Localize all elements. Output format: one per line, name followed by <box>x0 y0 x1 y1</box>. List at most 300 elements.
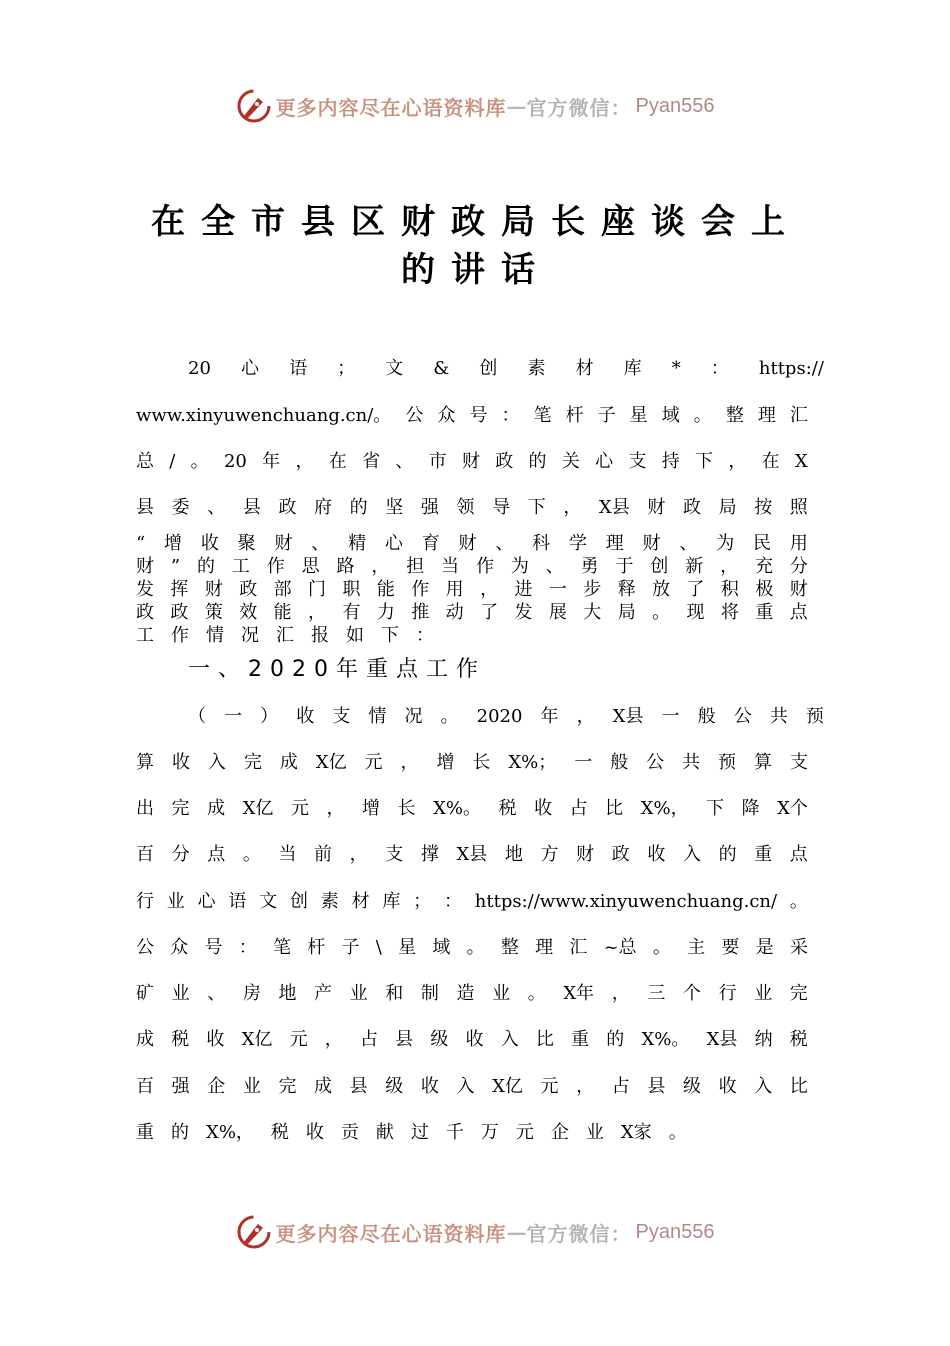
line-token: ， <box>720 556 739 577</box>
line-token: 当 <box>441 556 460 577</box>
line-token: 号 <box>204 937 223 958</box>
line-token: 支 <box>789 752 808 773</box>
paragraph-line <box>136 979 808 1005</box>
line-token: 点 <box>207 844 226 865</box>
line-token: X <box>794 451 808 472</box>
line-token: X%。 <box>641 1029 690 1050</box>
line-token: 下 <box>527 497 546 518</box>
line-token: 一 <box>661 706 680 727</box>
line-token: ） <box>260 706 279 727</box>
line-token: 路 <box>336 556 355 577</box>
line-token: 出 <box>136 798 154 819</box>
line-token: 星 <box>398 937 417 958</box>
line-token: 般 <box>610 752 629 773</box>
line-token: 入 <box>456 1076 475 1097</box>
line-token: 有 <box>342 602 361 623</box>
line-token: 分 <box>171 844 190 865</box>
line-token: 献 <box>375 1122 394 1143</box>
line-token: 号 <box>469 405 488 426</box>
watermark-wechat-label: 官方微信： <box>526 95 632 120</box>
line-token: 增 <box>436 752 455 773</box>
line-token: 库 <box>623 358 642 379</box>
line-token: 房 <box>242 983 261 1004</box>
line-token: 情 <box>368 706 387 727</box>
line-token: 作 <box>266 556 285 577</box>
line-token: 。 <box>190 451 209 472</box>
line-token: 语 <box>289 358 308 379</box>
line-token: 库 <box>382 891 401 912</box>
line-token: 共 <box>682 752 701 773</box>
line-token: 元 <box>515 1122 534 1143</box>
line-token: 子 <box>341 937 360 958</box>
line-token: 省 <box>362 451 381 472</box>
line-token: 的 <box>528 451 547 472</box>
line-token: 百 <box>136 844 154 865</box>
line-token: 新 <box>685 556 704 577</box>
line-token: 策 <box>204 602 223 623</box>
line-token: 般 <box>697 706 716 727</box>
line-token: ： <box>416 625 434 646</box>
line-token: 作 <box>411 579 430 600</box>
line-token: 、 <box>311 533 330 554</box>
line-token: 公 <box>733 706 752 727</box>
line-token: 理 <box>605 533 624 554</box>
line-token: ， <box>295 451 314 472</box>
line-token: 聚 <box>237 533 256 554</box>
line-token: 如 <box>346 625 364 646</box>
line-token: 业 <box>242 1076 261 1097</box>
line-token: 域 <box>432 937 451 958</box>
line-token: ， <box>480 579 499 600</box>
line-token: 为 <box>716 533 735 554</box>
pen-nib-logo-icon <box>236 88 272 124</box>
line-token: 主 <box>687 937 706 958</box>
line-token: 撑 <box>420 844 439 865</box>
line-token: 强 <box>171 1076 190 1097</box>
line-token: ： <box>501 405 520 426</box>
line-token: 收 <box>171 752 190 773</box>
line-token: 三 <box>647 983 666 1004</box>
line-token: 笔 <box>533 405 552 426</box>
line-token: 部 <box>273 579 292 600</box>
line-token: ， <box>308 602 327 623</box>
line-token: 积 <box>720 579 739 600</box>
line-token: 。 <box>652 937 671 958</box>
line-token: 收 <box>200 533 219 554</box>
line-token: X县 <box>612 706 644 727</box>
line-token: 税 <box>270 1122 289 1143</box>
line-token: 。 <box>652 602 671 623</box>
line-token: 财 <box>274 533 293 554</box>
line-token: 语 <box>228 891 247 912</box>
line-token: 比 <box>789 1076 808 1097</box>
line-token: 心 <box>240 358 259 379</box>
line-token: 级 <box>430 1029 449 1050</box>
line-token: X县 <box>706 1029 738 1050</box>
line-token: * <box>671 358 681 379</box>
line-token: ， <box>400 752 419 773</box>
line-token: 整 <box>500 937 519 958</box>
line-token: 收 <box>534 798 553 819</box>
line-token: 创 <box>650 556 669 577</box>
line-token: 心 <box>197 891 216 912</box>
line-token: 照 <box>789 497 808 518</box>
line-token: 在 <box>761 451 780 472</box>
line-token: 、 <box>545 556 564 577</box>
line-token: X县 <box>598 497 630 518</box>
line-token: 县 <box>349 1076 368 1097</box>
line-token: ： <box>710 358 729 379</box>
line-token: 笔 <box>273 937 291 958</box>
line-token: 过 <box>410 1122 429 1143</box>
line-token: 财 <box>789 579 808 600</box>
line-token: 创 <box>289 891 308 912</box>
line-token: 税 <box>789 1029 808 1050</box>
line-token: 级 <box>385 1076 404 1097</box>
watermark-wechat-id: Pyan556 <box>635 1220 715 1243</box>
line-token: 长 <box>397 798 416 819</box>
line-token: 一 <box>224 706 243 727</box>
line-token: 百 <box>136 1076 154 1097</box>
line-token: 于 <box>615 556 634 577</box>
line-token: 。 <box>242 844 261 865</box>
line-token: X%。 <box>433 798 481 819</box>
line-token: 市 <box>428 451 447 472</box>
line-token: 门 <box>308 579 327 600</box>
line-token: www.xinyuwenchuang.cn/。 <box>136 405 392 426</box>
line-token: 子 <box>597 405 616 426</box>
line-token: 。 <box>789 891 808 912</box>
line-token: X亿 <box>241 1029 273 1050</box>
line-token: 步 <box>583 579 602 600</box>
line-token: 了 <box>480 602 499 623</box>
line-token: 力 <box>376 602 395 623</box>
line-token: 、 <box>679 533 698 554</box>
paragraph-line <box>136 840 808 866</box>
watermark-separator: — <box>506 1220 527 1244</box>
line-token: 重 <box>755 602 774 623</box>
line-token: X家 <box>620 1122 652 1143</box>
line-token: X%， <box>206 1122 254 1143</box>
line-token: 精 <box>348 533 367 554</box>
line-token: 现 <box>686 602 705 623</box>
line-token: 政 <box>278 497 297 518</box>
paragraph-line <box>136 447 808 473</box>
line-token: 勇 <box>580 556 599 577</box>
line-token: 收 <box>296 706 315 727</box>
line-token: 一 <box>574 752 593 773</box>
line-token: X县 <box>456 844 488 865</box>
line-token: 发 <box>514 602 533 623</box>
line-token: 业 <box>492 983 511 1004</box>
line-token: 学 <box>568 533 587 554</box>
line-token: 众 <box>437 405 456 426</box>
line-token: 能 <box>273 602 292 623</box>
line-token: 下 <box>695 451 714 472</box>
line-token: 县 <box>242 497 261 518</box>
line-token: 的 <box>196 556 215 577</box>
line-token: 业 <box>754 983 773 1004</box>
line-token: 一 <box>548 579 567 600</box>
line-token: \ <box>375 937 382 958</box>
line-token: 年 <box>262 451 281 472</box>
line-token: 持 <box>661 451 680 472</box>
line-token: ； <box>337 358 356 379</box>
line-token: 县 <box>395 1029 414 1050</box>
line-token: 业 <box>171 983 190 1004</box>
line-token: 工 <box>231 556 250 577</box>
line-token: 作 <box>475 556 494 577</box>
line-token: 领 <box>456 497 475 518</box>
line-token: 重 <box>754 844 773 865</box>
line-token: 心 <box>595 451 614 472</box>
line-token: https://www.xinyuwenchuang.cn/ <box>474 891 778 912</box>
line-token: 要 <box>721 937 740 958</box>
line-token: 完 <box>171 798 190 819</box>
watermark-wechat-id: Pyan556 <box>635 94 715 117</box>
line-token: 局 <box>718 497 737 518</box>
line-token: 报 <box>311 625 329 646</box>
line-token: 算 <box>136 752 154 773</box>
line-token: X个 <box>777 798 808 819</box>
line-token: 占 <box>611 1076 630 1097</box>
line-token: 税 <box>498 798 517 819</box>
line-token: 完 <box>278 1076 297 1097</box>
paragraph-line <box>136 1118 808 1144</box>
line-token: 在 <box>328 451 347 472</box>
line-token: 况 <box>241 625 259 646</box>
line-token: 造 <box>456 983 475 1004</box>
line-token: 下 <box>381 625 399 646</box>
line-token: 用 <box>789 533 808 554</box>
line-token: 坚 <box>385 497 404 518</box>
line-token: 公 <box>136 937 154 958</box>
line-token: 星 <box>629 405 648 426</box>
line-token: 共 <box>769 706 788 727</box>
line-token: 进 <box>514 579 533 600</box>
line-token: https:// <box>758 358 824 379</box>
line-token: 理 <box>535 937 554 958</box>
line-token: 财 <box>647 497 666 518</box>
line-token: X%， <box>640 798 689 819</box>
line-token: 地 <box>278 983 297 1004</box>
line-token: 政 <box>682 497 701 518</box>
paragraph-line <box>136 748 808 774</box>
line-token: 财 <box>136 556 154 577</box>
line-token: 发 <box>136 579 154 600</box>
watermark-banner-bottom <box>0 1210 950 1254</box>
line-token: 增 <box>362 798 381 819</box>
line-token: 、 <box>495 533 514 554</box>
line-token: 业 <box>349 983 368 1004</box>
line-token: 产 <box>314 983 333 1004</box>
line-token: “ <box>136 533 146 554</box>
line-token: 、 <box>207 497 226 518</box>
line-token: 元 <box>289 1029 308 1050</box>
line-token: 大 <box>583 602 602 623</box>
paragraph-line <box>136 794 808 820</box>
line-token: 财 <box>458 533 477 554</box>
line-token: 公 <box>646 752 665 773</box>
line-token: 入 <box>500 1029 519 1050</box>
line-token: 收 <box>206 1029 225 1050</box>
line-token: 收 <box>465 1029 484 1050</box>
line-token: 矿 <box>136 983 154 1004</box>
line-token: 元 <box>364 752 383 773</box>
line-token: 为 <box>510 556 529 577</box>
document-title: 在全市县区财政局长座谈会上的讲话 <box>151 202 801 290</box>
line-token: 增 <box>164 533 183 554</box>
line-token: 工 <box>136 625 154 646</box>
watermark-banner-top <box>0 84 950 128</box>
pen-nib-logo-icon <box>236 1214 272 1250</box>
line-token: 动 <box>445 602 464 623</box>
line-token: ” <box>170 556 181 577</box>
line-token: 。 <box>693 405 712 426</box>
line-token: / <box>169 451 176 472</box>
line-token: 理 <box>757 405 776 426</box>
line-token: 思 <box>301 556 320 577</box>
paragraph-line <box>136 621 808 647</box>
line-token: 成 <box>314 1076 333 1097</box>
line-token: 完 <box>243 752 262 773</box>
line-token: 委 <box>171 497 190 518</box>
line-token: 降 <box>741 798 760 819</box>
line-token: 政 <box>495 451 514 472</box>
line-token: 是 <box>755 937 774 958</box>
line-token: 成 <box>279 752 298 773</box>
line-token: 育 <box>421 533 440 554</box>
line-token: 。 <box>466 937 485 958</box>
section-heading: 一、2020年重点工作 <box>188 657 486 682</box>
line-token: 整 <box>725 405 744 426</box>
line-token: 职 <box>342 579 361 600</box>
line-token: 支 <box>628 451 647 472</box>
line-token: 用 <box>445 579 464 600</box>
line-token: 的 <box>606 1029 625 1050</box>
line-token: 情 <box>206 625 224 646</box>
line-token: 比 <box>605 798 624 819</box>
line-token: 入 <box>682 844 701 865</box>
line-token: ， <box>349 844 368 865</box>
line-token: 收 <box>647 844 666 865</box>
line-token: 业 <box>166 891 185 912</box>
line-token: ， <box>563 497 582 518</box>
line-token: 财 <box>461 451 480 472</box>
line-token: 况 <box>404 706 423 727</box>
watermark-text: 更多内容尽在心语资料库 <box>275 95 507 120</box>
line-token: 材 <box>351 891 370 912</box>
line-token: 前 <box>314 844 333 865</box>
line-token: 方 <box>540 844 559 865</box>
paragraph-line <box>136 1072 808 1098</box>
line-token: 重 <box>136 1122 154 1143</box>
line-token: 业 <box>585 1122 604 1143</box>
line-token: 材 <box>575 358 594 379</box>
line-token: ： <box>238 937 257 958</box>
line-token: 成 <box>207 798 226 819</box>
line-token: 放 <box>652 579 671 600</box>
line-token: 元 <box>290 798 309 819</box>
line-token: 行 <box>718 983 737 1004</box>
line-token: 县 <box>136 497 154 518</box>
line-token: 创 <box>479 358 498 379</box>
line-token: 文 <box>385 358 404 379</box>
line-token: 公 <box>405 405 424 426</box>
line-token: 强 <box>420 497 439 518</box>
paragraph-line <box>136 933 808 959</box>
line-token: 政 <box>611 844 630 865</box>
line-token: 推 <box>411 602 430 623</box>
line-token: 完 <box>789 983 808 1004</box>
line-token: 的 <box>349 497 368 518</box>
line-token: 千 <box>445 1122 464 1143</box>
line-token: 支 <box>385 844 404 865</box>
line-token: 预 <box>718 752 737 773</box>
line-token: 效 <box>239 602 258 623</box>
paragraph-line <box>188 702 824 728</box>
line-token: ， <box>326 798 345 819</box>
line-token: 收 <box>305 1122 324 1143</box>
line-token: 入 <box>754 1076 773 1097</box>
line-token: 下 <box>706 798 725 819</box>
line-token: 府 <box>314 497 333 518</box>
line-token: 局 <box>617 602 636 623</box>
line-token: 展 <box>548 602 567 623</box>
line-token: 点 <box>789 602 808 623</box>
line-token: ， <box>324 1029 343 1050</box>
line-token: 行 <box>136 891 154 912</box>
line-token: 导 <box>492 497 511 518</box>
line-token: 充 <box>754 556 773 577</box>
line-token: 和 <box>385 983 404 1004</box>
line-token: 税 <box>171 1029 190 1050</box>
line-token: 级 <box>682 1076 701 1097</box>
line-token: 作 <box>171 625 189 646</box>
line-token: ； <box>413 891 432 912</box>
line-token: 纳 <box>754 1029 773 1050</box>
line-token: 极 <box>755 579 774 600</box>
line-token: 能 <box>376 579 395 600</box>
line-token: 年 <box>540 706 559 727</box>
line-token: 入 <box>207 752 226 773</box>
line-token: 采 <box>789 937 808 958</box>
line-token: ： <box>443 891 462 912</box>
line-token: ， <box>576 706 595 727</box>
line-token: 汇 <box>569 937 588 958</box>
line-token: 成 <box>136 1029 154 1050</box>
watermark-text: 更多内容尽在心语资料库 <box>275 1221 507 1246</box>
line-token: 当 <box>278 844 297 865</box>
line-token: 科 <box>532 533 551 554</box>
line-token: 财 <box>576 844 595 865</box>
line-token: 心 <box>384 533 403 554</box>
line-token: 政 <box>239 579 258 600</box>
line-token: 汇 <box>276 625 294 646</box>
line-token: 财 <box>204 579 223 600</box>
line-token: X%； <box>508 752 557 773</box>
line-token: 收 <box>420 1076 439 1097</box>
paragraph-line <box>136 1025 808 1051</box>
line-token: X亿 <box>315 752 347 773</box>
line-token: 万 <box>480 1122 499 1143</box>
line-token: 比 <box>535 1029 554 1050</box>
line-token: 占 <box>569 798 588 819</box>
line-token: 杆 <box>307 937 326 958</box>
watermark-separator: — <box>506 94 527 118</box>
line-token: ， <box>371 556 390 577</box>
line-token: 了 <box>686 579 705 600</box>
